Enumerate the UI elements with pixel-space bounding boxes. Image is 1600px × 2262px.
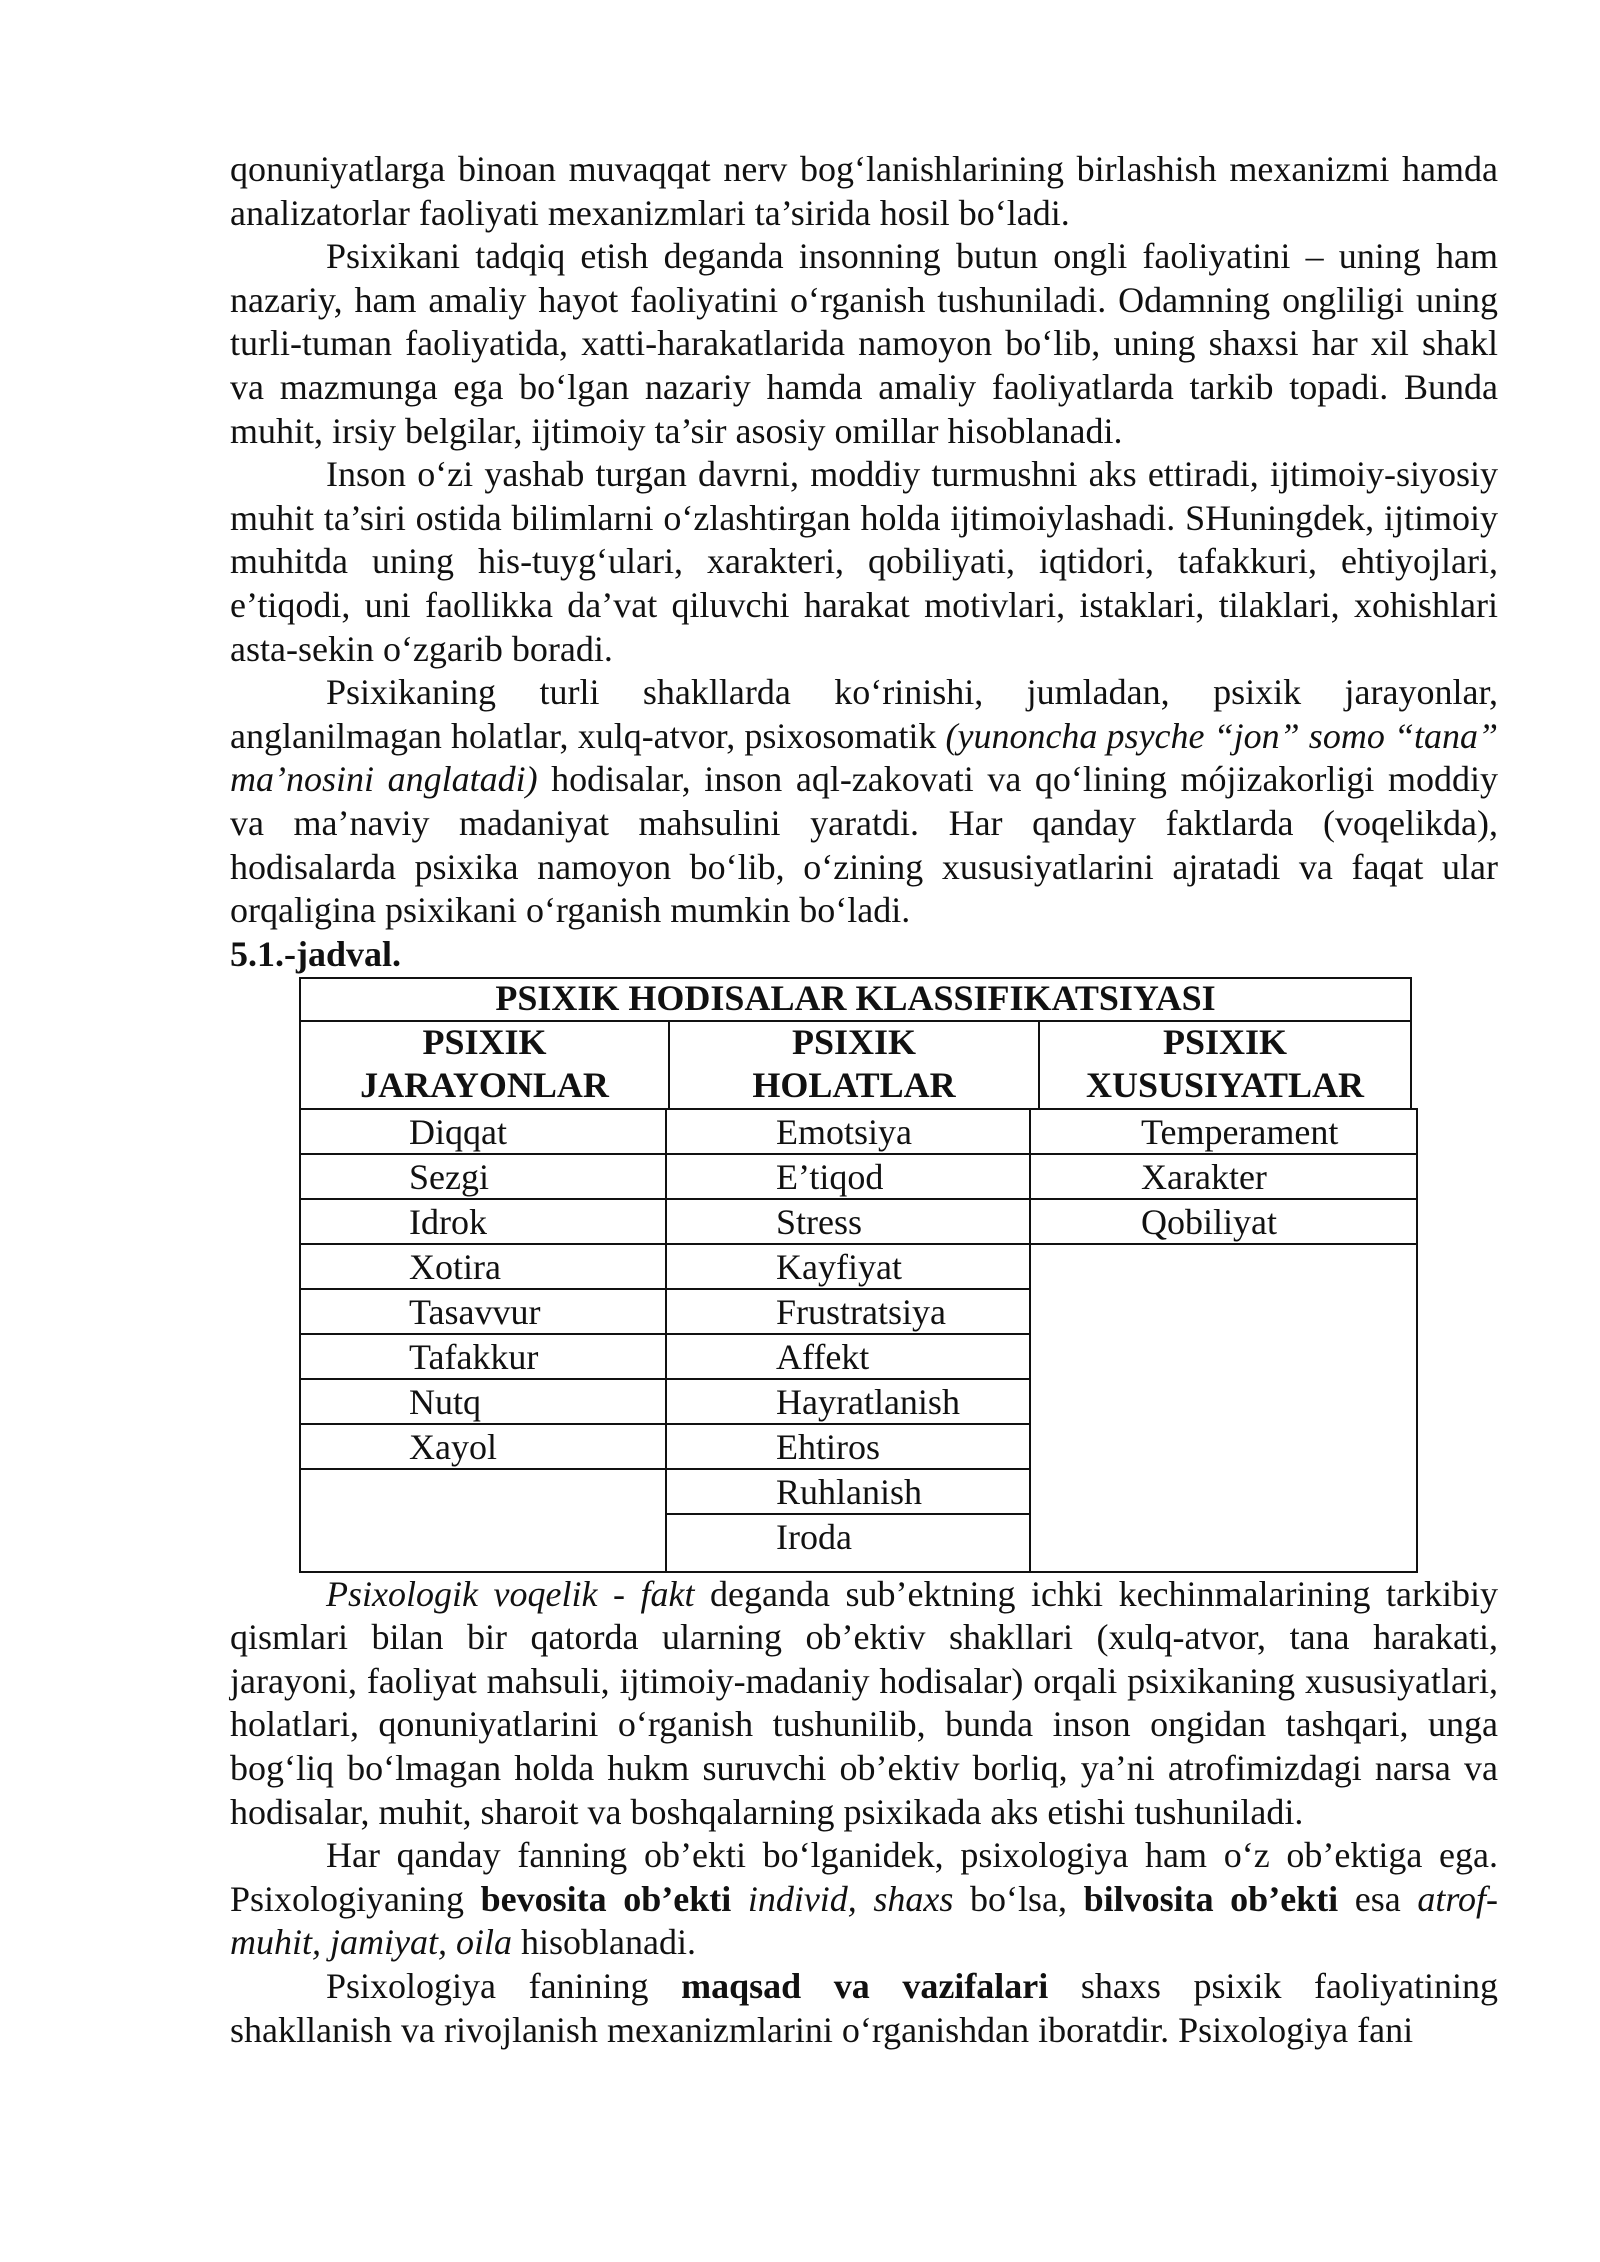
italic-text: Psixologik voqelik xyxy=(326,1573,598,1614)
table-cell: Hayratlanish xyxy=(776,1381,960,1422)
text-run: Psixikani tadqiq etish deganda insonning butun ongli faoliyatini – uning ham nazariy, ham amaliy hayot faoliyatini o‘rganish tushuniladi. Odamning ongliligi uning turli-tuman faoliyatida, xatti-harakatlarida namoyon bo‘lib, uning shaxsi har xil shakl va mazmunga ega bo‘lgan nazariy hamda amaliy faoliyatlarda tarkib topadi. Bunda muhit, irsiy belgilar, ijtimoiy ta’sir asosiy omillar hisoblanadi. xyxy=(230,236,1498,451)
table-cell: Sezgi xyxy=(409,1156,489,1197)
header-traits xyxy=(1040,1021,1410,1108)
table-title: PSIXIK HODISALAR KLASSIFIKATSIYASI xyxy=(495,977,1216,1018)
header-processes-line2: JARAYONLAR xyxy=(360,1065,609,1106)
bold-text: bevosita ob’ekti xyxy=(480,1878,732,1919)
text-run: bo‘lsa, xyxy=(953,1878,1084,1919)
text-run: Psixikaning turli shakllarda ko‘rinishi, jumladan, psixik jarayonlar, anglanilmagan holatlar, xulq-atvor, psixosomatik xyxy=(230,672,1498,756)
header-traits-line1: PSIXIK xyxy=(1162,1021,1288,1062)
table-cell: Xotira xyxy=(409,1246,501,1287)
bold-text: bilvosita ob’ekti xyxy=(1083,1878,1339,1919)
text-run: Inson o‘zi yashab turgan davrni, moddiy turmushni aks ettiradi, ijtimoiy-siyosiy muhit ta’siri ostida bilimlarni o‘zlashtirgan holda ijtimoiylashadi. SHuningdek, ijtimoiy muhitda uning his-tuyg‘ulari, xarakteri, qobiliyati, iqtidori, tafakkuri, ehtiyojlari, e’tiqodi, uni faollikka da’vat qiluvchi harakat motivlari, istaklari, tilaklari, xohishlari asta-sekin o‘zgarib boradi. xyxy=(230,454,1498,669)
text-run: esa xyxy=(1338,1878,1418,1919)
bold-text: maqsad va vazifalari xyxy=(681,1966,1049,2007)
paragraph xyxy=(230,235,1498,453)
table-caption: 5.1.-jadval. xyxy=(230,933,401,974)
paragraph xyxy=(230,1573,1498,1835)
text-run xyxy=(731,1879,748,1919)
text-run: shaxs psixik faoliyatining shakllanish va rivojlanish mexanizmlarini o‘rganishdan iboratdir. Psixologiya fani xyxy=(230,1966,1498,2050)
paragraph xyxy=(230,453,1498,671)
paragraph xyxy=(230,671,1498,933)
table-cell: Diqqat xyxy=(409,1111,507,1152)
text-run: Psixologiya fanining xyxy=(326,1966,682,2007)
table-cell: Xayol xyxy=(409,1426,497,1467)
text-run: hisoblanadi. xyxy=(512,1922,696,1963)
italic-text: (yunoncha psyche “jon” somo “tana” ma’nosini anglatadi) xyxy=(230,715,1498,800)
table-cell: Stress xyxy=(776,1201,863,1242)
table-cell: Affekt xyxy=(776,1336,870,1377)
table-cell: Xarakter xyxy=(1141,1156,1267,1197)
paragraph xyxy=(230,1834,1498,1965)
table-cell: Emotsiya xyxy=(776,1111,912,1152)
table-cell: E’tiqod xyxy=(776,1156,884,1197)
text-run: deganda sub’ektning ichki kechinmalarining tarkibiy qismlari bilan bir qatorda ularning ob’ektiv shakllari (xulq-atvor, tana harakati, jarayoni, faoliyat mahsuli, ijtimoiy-madaniy hodisalar) orqali psixikaning xususiyatlari, holatlari, qonuniyatlarini o‘rganish tushunilib, bunda inson ongidan tashqari, unga bog‘liq bo‘lmagan holda hukm suruvchi ob’ektiv borliq, ya’ni atrofimizdagi narsa va hodisalar, muhit, sharoit va boshqalarning psixikada aks etishi tushuniladi. xyxy=(230,1573,1498,1832)
table-cell: Frustratsiya xyxy=(776,1291,946,1332)
table-cell: Iroda xyxy=(776,1516,852,1557)
table-cell: Tafakkur xyxy=(409,1336,539,1377)
header-processes-line1: PSIXIK xyxy=(422,1021,547,1062)
text-run: Har qanday fanning ob’ekti bo‘lganidek, psixologiya ham o‘z ob’ektiga ega. Psixologiyaning xyxy=(230,1835,1498,1919)
table-cell: Ruhlanish xyxy=(776,1471,923,1512)
table-cell: Nutq xyxy=(409,1381,481,1422)
header-states-line1: PSIXIK xyxy=(791,1021,917,1062)
paragraph xyxy=(230,1965,1498,2052)
header-states xyxy=(670,1021,1038,1108)
header-traits-line2: XUSUSIYATLAR xyxy=(1085,1065,1365,1106)
text-run: hodisalar, inson aql-zakovati va qo‘lining mójizakorligi moddiy va ma’naviy madaniyat mahsulini yaratdi. Har qanday faktlarda (voqelikda), hodisalarda psixika namoyon bo‘lib, o‘zining xususiyatlarini ajratadi va faqat ular orqaligina psixikani o‘rganish mumkin bo‘ladi. xyxy=(230,759,1498,931)
table-cell: Idrok xyxy=(409,1201,487,1242)
body-text-top xyxy=(230,148,1498,933)
table-cell: Kayfiyat xyxy=(776,1246,902,1287)
italic-text: atrof-muhit, jamiyat, oila xyxy=(230,1878,1499,1963)
table-cell: Temperament xyxy=(1141,1111,1339,1152)
document-page xyxy=(230,148,1498,2052)
paragraph xyxy=(230,148,1498,235)
classification-table xyxy=(230,977,1498,1573)
text-run: - xyxy=(597,1573,641,1614)
body-text-bottom xyxy=(230,1573,1498,2053)
table-cell: Tasavvur xyxy=(409,1291,541,1332)
text-run: qonuniyatlarga binoan muvaqqat nerv bog‘lanishlarining birlashish mexanizmi hamda analizatorlar faoliyati mexanizmlari ta’sirida hosil bo‘ladi. xyxy=(230,149,1498,233)
header-states-line2: HOLATLAR xyxy=(752,1065,956,1106)
italic-text: fakt xyxy=(640,1573,695,1614)
table-cell: Ehtiros xyxy=(776,1426,880,1467)
italic-text: individ, shaxs xyxy=(747,1878,954,1919)
table-cell: Qobiliyat xyxy=(1141,1201,1277,1242)
header-processes xyxy=(301,1021,668,1108)
